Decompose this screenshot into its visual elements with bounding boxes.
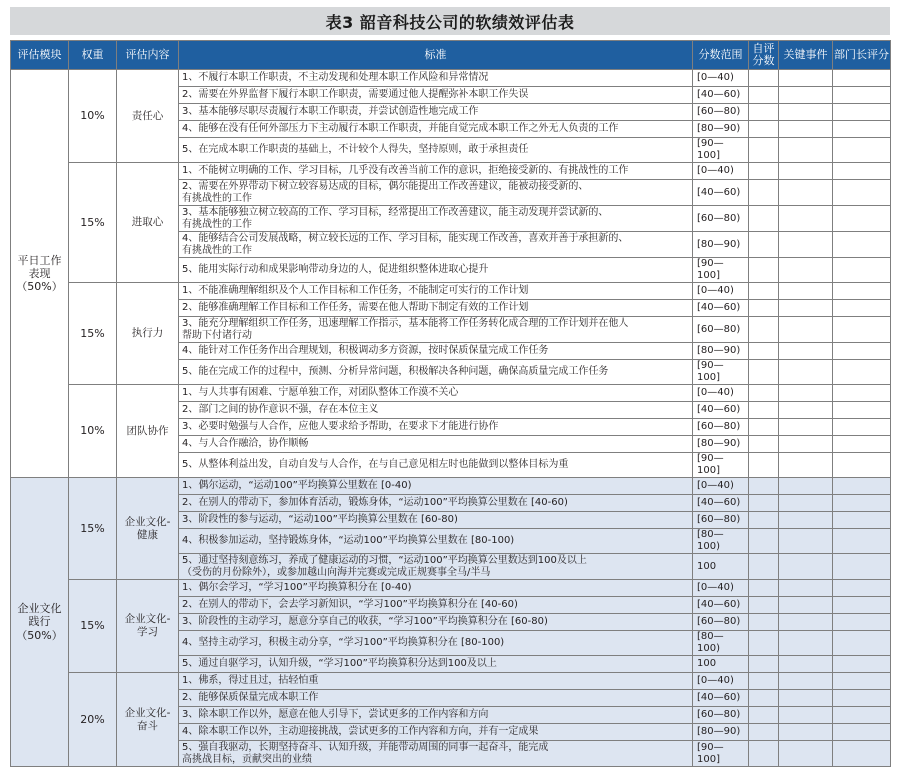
standard-cell: 3、基本能够尽职尽责履行本职工作职责，并尝试创造性地完成工作 (179, 104, 693, 121)
range-cell: 100 (693, 656, 749, 673)
manager-score-cell[interactable] (833, 707, 891, 724)
range-cell: [40—60) (693, 180, 749, 206)
manager-score-cell[interactable] (833, 180, 891, 206)
self-score-cell[interactable] (749, 180, 779, 206)
self-score-cell[interactable] (749, 673, 779, 690)
self-score-cell[interactable] (749, 70, 779, 87)
weight-cell: 10% (69, 385, 117, 478)
range-cell: [0—40) (693, 70, 749, 87)
module-culture (11, 478, 891, 767)
self-score-cell[interactable] (749, 495, 779, 512)
manager-score-cell[interactable] (833, 385, 891, 402)
key-event-cell[interactable] (779, 597, 833, 614)
key-event-cell[interactable] (779, 70, 833, 87)
key-event-cell[interactable] (779, 673, 833, 690)
module-name: 企业文化 践行 （50%） (11, 478, 69, 767)
header-range: 分数范围 (693, 41, 749, 70)
standard-cell: 5、通过坚持刻意练习，养成了健康运动的习惯，“运动100”平均换算公里数达到100及以上 （受伤的月份除外），或参加越山向海并完赛或完成正规赛事全马/半马 (179, 554, 693, 580)
content-cell: 企业文化- 健康 (117, 478, 179, 580)
key-event-cell[interactable] (779, 206, 833, 232)
manager-score-cell[interactable] (833, 104, 891, 121)
header-standard: 标准 (179, 41, 693, 70)
range-cell: [60—80) (693, 104, 749, 121)
standard-cell: 4、能针对工作任务作出合理规划，积极调动多方资源，按时保质保量完成工作任务 (179, 343, 693, 360)
content-cell: 企业文化- 学习 (117, 580, 179, 673)
range-cell: [40—60) (693, 597, 749, 614)
key-event-cell[interactable] (779, 360, 833, 385)
self-score-cell[interactable] (749, 436, 779, 453)
key-event-cell[interactable] (779, 300, 833, 317)
standard-cell: 3、除本职工作以外，愿意在他人引导下，尝试更多的工作内容和方向 (179, 707, 693, 724)
table-row (11, 163, 891, 180)
weight-cell: 15% (69, 580, 117, 673)
range-cell: [90—100] (693, 360, 749, 385)
manager-score-cell[interactable] (833, 690, 891, 707)
standard-cell: 2、在别人的带动下，参加体育活动，锻炼身体，“运动100”平均换算公里数在 [40-60) (179, 495, 693, 512)
self-score-cell[interactable] (749, 453, 779, 478)
standard-cell: 2、需要在外界监督下履行本职工作职责，需要通过他人提醒弥补本职工作失误 (179, 87, 693, 104)
self-score-cell[interactable] (749, 283, 779, 300)
manager-score-cell[interactable] (833, 343, 891, 360)
module-name: 平日工作 表现 （50%） (11, 70, 69, 478)
table-row (11, 673, 891, 690)
key-event-cell[interactable] (779, 402, 833, 419)
range-cell: [40—60) (693, 402, 749, 419)
range-cell: [60—80) (693, 707, 749, 724)
manager-score-cell[interactable] (833, 453, 891, 478)
standard-cell: 1、不能树立明确的工作、学习目标，几乎没有改善当前工作的意识，拒绝接受新的、有挑战性的工作 (179, 163, 693, 180)
content-cell: 责任心 (117, 70, 179, 163)
header-key-event: 关键事件 (779, 41, 833, 70)
manager-score-cell[interactable] (833, 631, 891, 656)
weight-cell: 15% (69, 283, 117, 385)
range-cell: [0—40) (693, 385, 749, 402)
range-cell: [60—80) (693, 317, 749, 343)
manager-score-cell[interactable] (833, 283, 891, 300)
key-event-cell[interactable] (779, 512, 833, 529)
self-score-cell[interactable] (749, 121, 779, 138)
manager-score-cell[interactable] (833, 87, 891, 104)
standard-cell: 3、能充分理解组织工作任务，迅速理解工作指示，基本能将工作任务转化成合理的工作计划并在他人 帮助下付诸行动 (179, 317, 693, 343)
standard-cell: 1、不能准确理解组织及个人工作目标和工作任务，不能制定可实行的工作计划 (179, 283, 693, 300)
self-score-cell[interactable] (749, 138, 779, 163)
manager-score-cell[interactable] (833, 360, 891, 385)
standard-cell: 4、积极参加运动，坚持锻炼身体，“运动100”平均换算公里数在 [80-100) (179, 529, 693, 554)
manager-score-cell[interactable] (833, 495, 891, 512)
standard-cell: 5、能用实际行动和成果影响带动身边的人，促进组织整体进取心提升 (179, 258, 693, 283)
manager-score-cell[interactable] (833, 419, 891, 436)
standard-cell: 5、从整体利益出发，自动自发与人合作，在与自己意见相左时也能做到以整体目标为重 (179, 453, 693, 478)
key-event-cell[interactable] (779, 385, 833, 402)
key-event-cell[interactable] (779, 478, 833, 495)
content-cell: 执行力 (117, 283, 179, 385)
self-score-cell[interactable] (749, 258, 779, 283)
key-event-cell[interactable] (779, 104, 833, 121)
manager-score-cell[interactable] (833, 70, 891, 87)
key-event-cell[interactable] (779, 631, 833, 656)
self-score-cell[interactable] (749, 690, 779, 707)
standard-cell: 1、佛系，得过且过，拈轻怕重 (179, 673, 693, 690)
content-cell: 团队协作 (117, 385, 179, 478)
standard-cell: 4、能够在没有任何外部压力下主动履行本职工作职责，并能自觉完成本职工作之外无人负责的工作 (179, 121, 693, 138)
standard-cell: 2、能够保质保量完成本职工作 (179, 690, 693, 707)
standard-cell: 4、除本职工作以外，主动迎接挑战，尝试更多的工作内容和方向，并有一定成果 (179, 724, 693, 741)
standard-cell: 4、坚持主动学习，积极主动分享，“学习100”平均换算积分在 [80-100) (179, 631, 693, 656)
key-event-cell[interactable] (779, 87, 833, 104)
self-score-cell[interactable] (749, 580, 779, 597)
key-event-cell[interactable] (779, 121, 833, 138)
key-event-cell[interactable] (779, 419, 833, 436)
manager-score-cell[interactable] (833, 317, 891, 343)
range-cell: [80—90) (693, 724, 749, 741)
key-event-cell[interactable] (779, 580, 833, 597)
range-cell: [90—100] (693, 741, 749, 767)
standard-cell: 1、不履行本职工作职责，不主动发现和处理本职工作风险和异常情况 (179, 70, 693, 87)
range-cell: [80—90) (693, 232, 749, 258)
standard-cell: 4、与人合作融洽，协作顺畅 (179, 436, 693, 453)
self-score-cell[interactable] (749, 206, 779, 232)
standard-cell: 3、基本能够独立树立较高的工作、学习目标，经常提出工作改善建议，能主动发现并尝试新的、 有挑战性的工作 (179, 206, 693, 232)
self-score-cell[interactable] (749, 232, 779, 258)
self-score-cell[interactable] (749, 478, 779, 495)
manager-score-cell[interactable] (833, 478, 891, 495)
header-module: 评估模块 (11, 41, 69, 70)
key-event-cell[interactable] (779, 554, 833, 580)
standard-cell: 3、阶段性的参与运动，“运动100”平均换算公里数在 [60-80) (179, 512, 693, 529)
manager-score-cell[interactable] (833, 656, 891, 673)
table-row (11, 478, 891, 495)
standard-cell: 1、偶尔运动，“运动100”平均换算公里数在 [0-40) (179, 478, 693, 495)
range-cell: [80—90) (693, 343, 749, 360)
self-score-cell[interactable] (749, 360, 779, 385)
weight-cell: 10% (69, 70, 117, 163)
self-score-cell[interactable] (749, 741, 779, 767)
self-score-cell[interactable] (749, 707, 779, 724)
self-score-cell[interactable] (749, 419, 779, 436)
key-event-cell[interactable] (779, 343, 833, 360)
key-event-cell[interactable] (779, 690, 833, 707)
weight-cell: 15% (69, 163, 117, 283)
range-cell: [60—80) (693, 419, 749, 436)
key-event-cell[interactable] (779, 138, 833, 163)
standard-cell: 3、阶段性的主动学习，愿意分享自己的收获，“学习100”平均换算积分在 [60-80) (179, 614, 693, 631)
range-cell: [80—100) (693, 529, 749, 554)
standard-cell: 2、能够准确理解工作目标和工作任务，需要在他人帮助下制定有效的工作计划 (179, 300, 693, 317)
range-cell: [90—100] (693, 258, 749, 283)
self-score-cell[interactable] (749, 724, 779, 741)
self-score-cell[interactable] (749, 614, 779, 631)
standard-cell: 5、在完成本职工作职责的基础上，不计较个人得失，坚持原则，敢于承担责任 (179, 138, 693, 163)
manager-score-cell[interactable] (833, 232, 891, 258)
range-cell: [0—40) (693, 673, 749, 690)
range-cell: [60—80) (693, 206, 749, 232)
self-score-cell[interactable] (749, 512, 779, 529)
weight-cell: 15% (69, 478, 117, 580)
manager-score-cell[interactable] (833, 258, 891, 283)
range-cell: [40—60) (693, 495, 749, 512)
range-cell: [0—40) (693, 478, 749, 495)
performance-table (10, 40, 891, 767)
module-daily-work (11, 70, 891, 478)
self-score-cell[interactable] (749, 631, 779, 656)
manager-score-cell[interactable] (833, 580, 891, 597)
key-event-cell[interactable] (779, 724, 833, 741)
self-score-cell[interactable] (749, 104, 779, 121)
self-score-cell[interactable] (749, 597, 779, 614)
table-row (11, 580, 891, 597)
range-cell: 100 (693, 554, 749, 580)
range-cell: [80—90) (693, 436, 749, 453)
content-cell: 进取心 (117, 163, 179, 283)
header-row (11, 41, 891, 70)
key-event-cell[interactable] (779, 180, 833, 206)
table-row (11, 283, 891, 300)
range-cell: [0—40) (693, 283, 749, 300)
range-cell: [80—100) (693, 631, 749, 656)
range-cell: [40—60) (693, 87, 749, 104)
weight-cell: 20% (69, 673, 117, 767)
header-self-score: 自评 分数 (749, 41, 779, 70)
key-event-cell[interactable] (779, 317, 833, 343)
range-cell: [0—40) (693, 580, 749, 597)
range-cell: [40—60) (693, 300, 749, 317)
key-event-cell[interactable] (779, 258, 833, 283)
key-event-cell[interactable] (779, 283, 833, 300)
self-score-cell[interactable] (749, 163, 779, 180)
standard-cell: 5、通过自驱学习，认知升级，“学习100”平均换算积分达到100及以上 (179, 656, 693, 673)
manager-score-cell[interactable] (833, 206, 891, 232)
manager-score-cell[interactable] (833, 597, 891, 614)
standard-cell: 5、能在完成工作的过程中，预测、分析异常问题，积极解决各种问题，确保高质量完成工作任务 (179, 360, 693, 385)
standard-cell: 5、强自我驱动，长期坚持奋斗、认知升级，并能带动周围的同事一起奋斗，能完成 高挑战目标，贡献突出的业绩 (179, 741, 693, 767)
standard-cell: 2、在别人的带动下，会去学习新知识，“学习100”平均换算积分在 [40-60) (179, 597, 693, 614)
self-score-cell[interactable] (749, 656, 779, 673)
self-score-cell[interactable] (749, 529, 779, 554)
key-event-cell[interactable] (779, 614, 833, 631)
manager-score-cell[interactable] (833, 741, 891, 767)
header-content: 评估内容 (117, 41, 179, 70)
key-event-cell[interactable] (779, 453, 833, 478)
key-event-cell[interactable] (779, 436, 833, 453)
manager-score-cell[interactable] (833, 512, 891, 529)
range-cell: [80—90) (693, 121, 749, 138)
standard-cell: 1、与人共事有困难、宁愿单独工作，对团队整体工作漠不关心 (179, 385, 693, 402)
standard-cell: 1、偶尔会学习，“学习100”平均换算积分在 [0-40) (179, 580, 693, 597)
manager-score-cell[interactable] (833, 554, 891, 580)
self-score-cell[interactable] (749, 554, 779, 580)
manager-score-cell[interactable] (833, 300, 891, 317)
manager-score-cell[interactable] (833, 163, 891, 180)
standard-cell: 2、需要在外界带动下树立较容易达成的目标，偶尔能提出工作改善建议，能被动接受新的、 有挑战性的工作 (179, 180, 693, 206)
key-event-cell[interactable] (779, 656, 833, 673)
manager-score-cell[interactable] (833, 402, 891, 419)
header-weight: 权重 (69, 41, 117, 70)
table-row (11, 70, 891, 87)
key-event-cell[interactable] (779, 741, 833, 767)
key-event-cell[interactable] (779, 163, 833, 180)
standard-cell: 4、能够结合公司发展战略，树立较长远的工作、学习目标，能实现工作改善，喜欢并善于承担新的、 有挑战性的工作 (179, 232, 693, 258)
range-cell: [90—100] (693, 453, 749, 478)
manager-score-cell[interactable] (833, 673, 891, 690)
self-score-cell[interactable] (749, 87, 779, 104)
manager-score-cell[interactable] (833, 436, 891, 453)
header-manager-score: 部门长评分 (833, 41, 891, 70)
manager-score-cell[interactable] (833, 138, 891, 163)
self-score-cell[interactable] (749, 317, 779, 343)
range-cell: [60—80) (693, 614, 749, 631)
range-cell: [40—60) (693, 690, 749, 707)
manager-score-cell[interactable] (833, 614, 891, 631)
range-cell: [90—100] (693, 138, 749, 163)
content-cell: 企业文化- 奋斗 (117, 673, 179, 767)
standard-cell: 3、必要时勉强与人合作，应他人要求给予帮助，在要求下才能进行协作 (179, 419, 693, 436)
manager-score-cell[interactable] (833, 529, 891, 554)
table-row (11, 385, 891, 402)
self-score-cell[interactable] (749, 385, 779, 402)
self-score-cell[interactable] (749, 343, 779, 360)
standard-cell: 2、部门之间的协作意识不强，存在本位主义 (179, 402, 693, 419)
table-title: 表3 韶音科技公司的软绩效评估表 (10, 7, 890, 35)
manager-score-cell[interactable] (833, 724, 891, 741)
self-score-cell[interactable] (749, 402, 779, 419)
range-cell: [0—40) (693, 163, 749, 180)
key-event-cell[interactable] (779, 495, 833, 512)
manager-score-cell[interactable] (833, 121, 891, 138)
key-event-cell[interactable] (779, 707, 833, 724)
key-event-cell[interactable] (779, 232, 833, 258)
self-score-cell[interactable] (749, 300, 779, 317)
range-cell: [60—80) (693, 512, 749, 529)
key-event-cell[interactable] (779, 529, 833, 554)
